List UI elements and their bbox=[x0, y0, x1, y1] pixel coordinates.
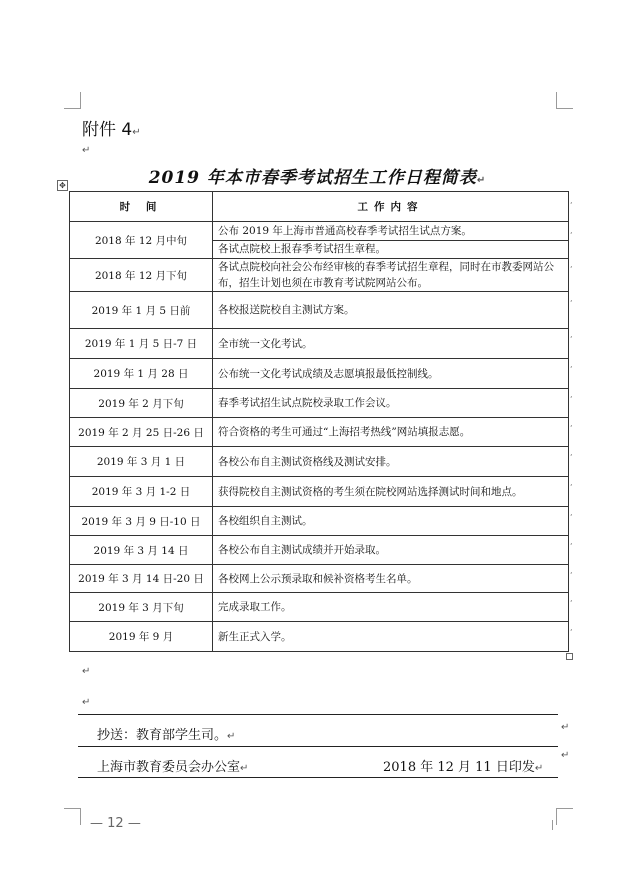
issue-date: 2018 年 12 月 11 日印发↵ bbox=[383, 760, 544, 775]
row-content: 各试点院校向社会公布经审核的春季考试招生章程，同时在市教委网站公布，招生计划也须在市教育考试院网站公布。 bbox=[213, 259, 569, 292]
row-date: 2019 年 3 月下旬 bbox=[70, 593, 213, 622]
table-row bbox=[70, 259, 569, 292]
document-title: 2019 年本市春季考试招生工作日程简表↵ bbox=[148, 168, 487, 188]
row-date: 2019 年 1 月 28 日 bbox=[70, 359, 213, 389]
table-row bbox=[70, 389, 569, 418]
row-content: 春季考试招生试点院校录取工作会议。 bbox=[213, 389, 569, 418]
footer-rule-middle bbox=[78, 746, 558, 747]
row-date: 2018 年 12 月下旬 bbox=[70, 259, 213, 292]
schedule-table bbox=[69, 191, 569, 652]
table-row bbox=[70, 329, 569, 359]
row-end-mark: , bbox=[570, 419, 573, 428]
row-end-mark: , bbox=[570, 508, 573, 517]
row-end-mark: , bbox=[570, 330, 573, 339]
table-row bbox=[70, 477, 569, 507]
row-date: 2019 年 2 月 25 日-26 日 bbox=[70, 418, 213, 447]
table-row bbox=[70, 447, 569, 477]
table-row bbox=[70, 359, 569, 389]
paragraph-mark: ↵ bbox=[82, 697, 91, 708]
row-end-mark: , bbox=[570, 226, 573, 235]
paragraph-mark: ↵ bbox=[561, 722, 570, 733]
table-row bbox=[70, 507, 569, 536]
row-date: 2019 年 3 月 1 日 bbox=[70, 447, 213, 477]
row-end-mark: , bbox=[570, 390, 573, 399]
row-date: 2019 年 1 月 5 日前 bbox=[70, 292, 213, 329]
row-content: 符合资格的考生可通过“上海招考热线”网站填报志愿。 bbox=[213, 418, 569, 447]
row-content: 各试点院校上报春季考试招生章程。 bbox=[213, 240, 569, 259]
footer-rule-bottom bbox=[78, 777, 558, 778]
page-corner-mark-top-right bbox=[556, 92, 573, 109]
row-end-mark: , bbox=[570, 594, 573, 603]
page-corner-mark-bottom-left bbox=[64, 808, 81, 825]
table-row bbox=[70, 292, 569, 329]
row-end-mark: , bbox=[570, 260, 573, 269]
table-resize-handle[interactable] bbox=[566, 653, 573, 660]
issuer-line: 上海市教育委员会办公室↵ bbox=[97, 760, 249, 775]
row-end-mark: , bbox=[570, 537, 573, 546]
margin-tick bbox=[552, 820, 553, 830]
header-time: 时 间 bbox=[70, 192, 213, 222]
footer-rule-top bbox=[78, 714, 558, 715]
row-content: 完成录取工作。 bbox=[213, 593, 569, 622]
annex-label: 附件 4↵ bbox=[82, 120, 141, 140]
row-end-mark: , bbox=[570, 360, 573, 369]
row-date: 2019 年 1 月 5 日-7 日 bbox=[70, 329, 213, 359]
table-row bbox=[70, 222, 569, 241]
row-end-mark: , bbox=[570, 196, 573, 205]
row-content: 各校公布自主测试资格线及测试安排。 bbox=[213, 447, 569, 477]
table-header-row bbox=[70, 192, 569, 222]
row-content: 各校网上公示预录取和候补资格考生名单。 bbox=[213, 565, 569, 593]
row-end-mark: , bbox=[570, 478, 573, 487]
table-row bbox=[70, 418, 569, 447]
row-end-mark: , bbox=[570, 294, 573, 303]
page-corner-mark-bottom-right bbox=[556, 808, 573, 825]
row-content: 公布统一文化考试成绩及志愿填报最低控制线。 bbox=[213, 359, 569, 389]
row-end-mark: , bbox=[570, 448, 573, 457]
row-content: 各校组织自主测试。 bbox=[213, 507, 569, 536]
row-content: 公布 2019 年上海市普通高校春季考试招生试点方案。 bbox=[213, 222, 569, 241]
table-row bbox=[70, 593, 569, 622]
row-date: 2019 年 9 月 bbox=[70, 622, 213, 652]
page-number: — 12 — bbox=[90, 816, 141, 831]
row-content: 获得院校自主测试资格的考生须在院校网站选择测试时间和地点。 bbox=[213, 477, 569, 507]
row-date: 2019 年 3 月 9 日-10 日 bbox=[70, 507, 213, 536]
table-row bbox=[70, 565, 569, 593]
paragraph-mark: ↵ bbox=[561, 750, 570, 761]
row-date: 2019 年 2 月下旬 bbox=[70, 389, 213, 418]
paragraph-mark: ↵ bbox=[82, 145, 91, 156]
row-end-mark: , bbox=[570, 623, 573, 632]
row-date: 2019 年 3 月 14 日-20 日 bbox=[70, 565, 213, 593]
cc-line: 抄送：教育部学生司。↵ bbox=[97, 728, 236, 743]
paragraph-mark: ↵ bbox=[82, 666, 91, 677]
header-content: 工作内容 bbox=[213, 192, 569, 222]
table-move-handle-icon[interactable]: ✥ bbox=[57, 180, 68, 191]
table-row bbox=[70, 622, 569, 652]
row-content: 各校公布自主测试成绩并开始录取。 bbox=[213, 536, 569, 565]
row-date: 2019 年 3 月 1-2 日 bbox=[70, 477, 213, 507]
page-corner-mark-top-left bbox=[64, 92, 81, 109]
row-date: 2018 年 12 月中旬 bbox=[70, 222, 213, 259]
row-date: 2019 年 3 月 14 日 bbox=[70, 536, 213, 565]
row-end-mark: , bbox=[570, 566, 573, 575]
row-content: 各校报送院校自主测试方案。 bbox=[213, 292, 569, 329]
row-content: 全市统一文化考试。 bbox=[213, 329, 569, 359]
table-row bbox=[70, 536, 569, 565]
row-content: 新生正式入学。 bbox=[213, 622, 569, 652]
